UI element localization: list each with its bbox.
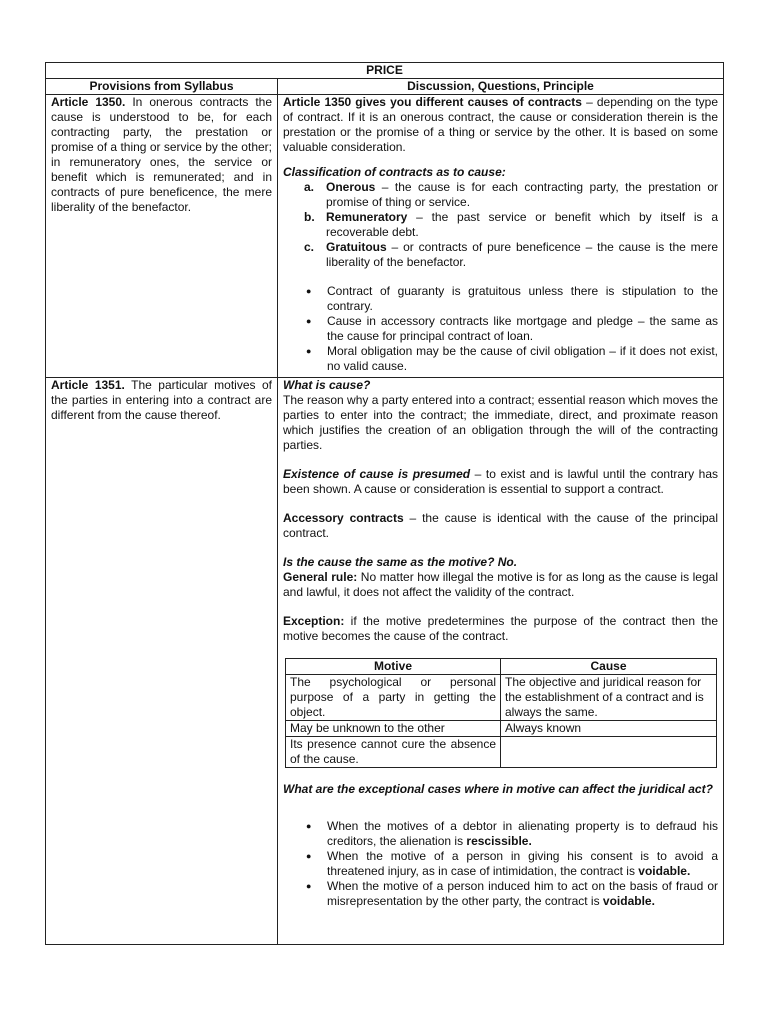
list-item <box>306 849 718 879</box>
price-table <box>45 62 724 945</box>
table-row <box>46 378 724 945</box>
list-item <box>306 284 718 314</box>
article-text: The particular motives of the parties in entering into a contract are different from the cause thereof. <box>51 378 272 422</box>
cause-header: Cause <box>501 659 717 675</box>
bullet-text: Contract of guaranty is gratuitous unless there is stipulation to the contrary. <box>327 284 718 313</box>
article-1351-discussion <box>278 378 724 945</box>
table-cell: May be unknown to the other <box>286 721 501 737</box>
exceptional-cases-heading: What are the exceptional cases where in motive can affect the juridical act? <box>283 782 713 796</box>
list-item <box>306 819 718 849</box>
case-text: When the motive of a person in giving his consent is to avoid a threatened injury, as in case of intimidation, the contract is <box>327 849 718 878</box>
accessory-paragraph <box>283 511 718 541</box>
existence-paragraph <box>283 467 718 497</box>
list-text: – the past service or benefit which by itself is a recoverable debt. <box>326 210 718 239</box>
intro-paragraph <box>283 95 718 155</box>
bullet-icon: ● <box>306 316 312 326</box>
table-row <box>286 675 717 721</box>
table-cell: The psychological or personal purpose of a party in getting the object. <box>286 675 501 721</box>
what-is-cause-text: The reason why a party entered into a contract; essential reason which moves the parties to enter into the contract; the immediate, direct, and proximate reason which justifies the creation of an obligation through the will of the contracting parties. <box>283 393 718 452</box>
list-item <box>306 344 718 374</box>
list-marker: c. <box>304 240 315 254</box>
article-label: Article 1350. <box>51 95 126 109</box>
bullet-icon: ● <box>306 851 312 861</box>
list-text: – or contracts of pure beneficence – the cause is the mere liberality of the benefactor. <box>326 240 718 269</box>
bullet-text: Moral obligation may be the cause of civil obligation – if it does not exist, no valid cause. <box>327 344 718 373</box>
cause-bullets <box>283 284 718 374</box>
motive-cause-table <box>285 658 717 768</box>
table-row <box>286 737 717 768</box>
article-1351-provision <box>46 378 278 945</box>
article-1350-provision <box>46 95 278 378</box>
list-term: Remuneratory <box>326 210 408 224</box>
case-end: . <box>686 864 691 878</box>
bullet-icon: ● <box>306 821 312 831</box>
list-term: Gratuitous <box>326 240 387 254</box>
bullet-icon: ● <box>306 346 312 356</box>
document-page <box>45 62 723 945</box>
list-marker: b. <box>304 210 315 224</box>
accessory-bold: Accessory contracts <box>283 511 404 525</box>
list-marker: a. <box>304 180 315 194</box>
intro-text: – depending on the type of contract. If it is an onerous contract, the cause or consideration therein is the prestation or the promise of a thing or service by the other. It is based on some valuable consideration. <box>283 95 718 154</box>
what-is-cause-heading: What is cause? <box>283 378 371 392</box>
table-cell: Its presence cannot cure the absence of the cause. <box>286 737 501 768</box>
list-text: – the cause is for each contracting party, the prestation or promise of thing or service. <box>326 180 718 209</box>
exception-paragraph <box>283 614 718 644</box>
list-item <box>306 314 718 344</box>
article-text: In onerous contracts the cause is understood to be, for each contracting party, the prestation or promise of a thing or service by the other; in remuneratory ones, the service or benefit which is remunerated; and in contracts of pure beneficence, the mere liberality of the benefactor. <box>51 95 272 214</box>
list-item <box>304 180 718 210</box>
article-1350-discussion <box>278 95 724 378</box>
general-rule-paragraph <box>283 570 718 600</box>
bullet-icon: ● <box>306 286 312 296</box>
motive-header: Motive <box>286 659 501 675</box>
table-row <box>286 721 717 737</box>
case-bold: voidable <box>638 864 687 878</box>
case-text: When the motives of a debtor in alienating property is to defraud his creditors, the alienation is <box>327 819 718 848</box>
classification-heading: Classification of contracts as to cause: <box>283 165 506 179</box>
intro-bold: Article 1350 gives you different causes of contracts <box>283 95 582 109</box>
accessory-text: – the cause is identical with the cause of the principal contract. <box>283 511 718 540</box>
table-row <box>46 95 724 378</box>
existence-bold: Existence of cause is presumed <box>283 467 471 481</box>
general-rule-text: No matter how illegal the motive is for as long as the cause is legal and lawful, it does not affect the validity of the contract. <box>283 570 718 599</box>
bullet-icon: ● <box>306 881 312 891</box>
column-header-discussion: Discussion, Questions, Principle <box>278 79 724 95</box>
exception-text: if the motive predetermines the purpose of the contract then the motive becomes the cause of the contract. <box>283 614 718 643</box>
list-item <box>304 240 718 270</box>
list-term: Onerous <box>326 180 376 194</box>
list-item <box>304 210 718 240</box>
cause-motive-heading: Is the cause the same as the motive? No. <box>283 555 518 569</box>
column-header-provisions: Provisions from Syllabus <box>46 79 278 95</box>
case-end: . <box>651 894 655 908</box>
article-label: Article 1351. <box>51 378 125 392</box>
case-bold: rescissible <box>466 834 529 848</box>
table-cell: Always known <box>501 721 717 737</box>
existence-text: – to exist and is lawful until the contrary has been shown. A cause or consideration is essential to support a contract. <box>283 467 718 496</box>
general-rule-bold: General rule: <box>283 570 358 584</box>
case-text: When the motive of a person induced him to act on the basis of fraud or misrepresentation by the other party, the contract is <box>327 879 718 908</box>
list-item <box>306 879 718 909</box>
exceptional-cases-list <box>283 819 718 909</box>
exception-bold: Exception: <box>283 614 345 628</box>
bullet-text: Cause in accessory contracts like mortgage and pledge – the same as the cause for principal contract of loan. <box>327 314 718 343</box>
case-bold: voidable <box>602 894 652 908</box>
table-cell <box>501 737 717 768</box>
table-title: PRICE <box>46 63 724 79</box>
classification-list <box>283 180 718 270</box>
case-end: . <box>528 834 532 848</box>
table-cell: The objective and juridical reason for the establishment of a contract and is always the same. <box>501 675 717 721</box>
